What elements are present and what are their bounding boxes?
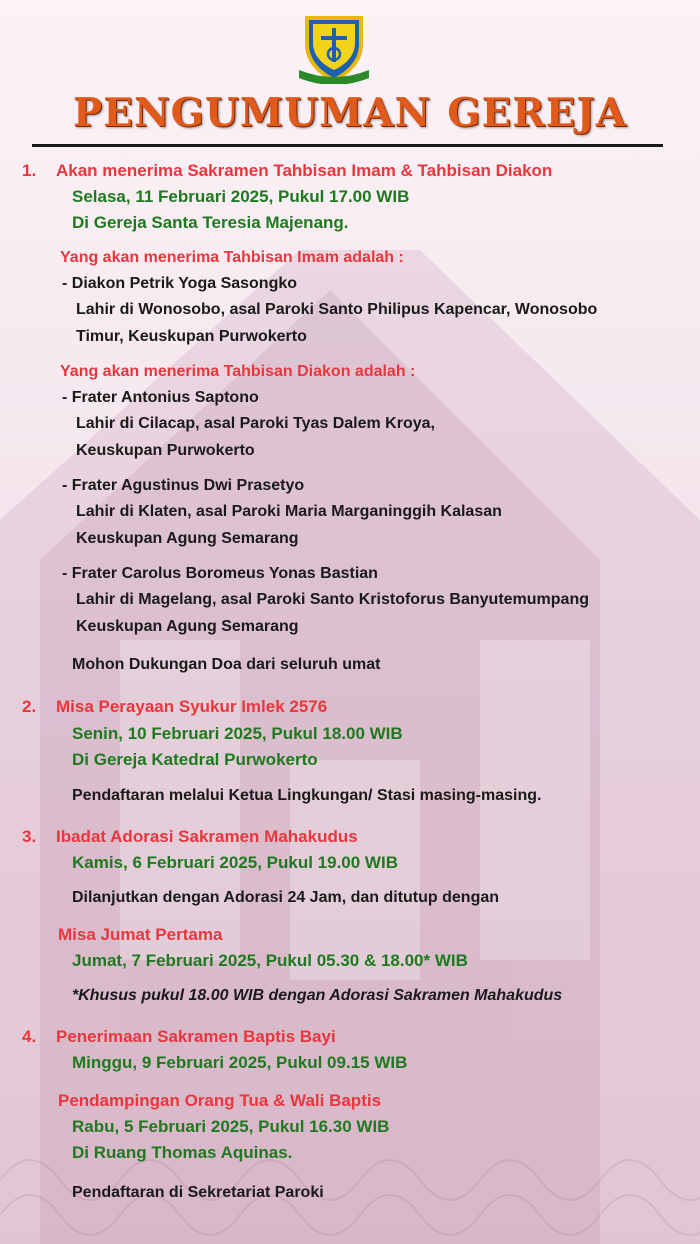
section-2-date: Senin, 10 Februari 2025, Pukul 18.00 WIB <box>72 724 403 743</box>
section-3-number: 3. <box>22 827 37 846</box>
section-1-number: 1. <box>22 161 37 180</box>
section-1-place: Di Gereja Santa Teresia Majenang. <box>72 213 349 232</box>
section-4-heading: Penerimaan Sakramen Baptis Bayi <box>56 1027 336 1046</box>
section-1-imam-heading: Yang akan menerima Tahbisan Imam adalah : <box>60 249 404 266</box>
section-1-imam-name: - Diakon Petrik Yoga Sasongko <box>62 275 298 292</box>
section-2-heading: Misa Perayaan Syukur Imlek 2576 <box>56 697 328 716</box>
section-2-note: Pendaftaran melalui Ketua Lingkungan/ Stasi masing-masing. <box>72 787 542 804</box>
section-1-diakon-1-name: - Frater Antonius Saptono <box>62 389 259 406</box>
section-1-diakon-1-line-1: Lahir di Cilacap, asal Paroki Tyas Dalem Kroya, <box>76 415 435 432</box>
section-4-sub-place: Di Ruang Thomas Aquinas. <box>72 1143 293 1162</box>
section-3-footnote: *Khusus pukul 18.00 WIB dengan Adorasi Sakramen Mahakudus <box>72 987 563 1004</box>
section-4-sub-heading: Pendampingan Orang Tua & Wali Baptis <box>58 1091 382 1110</box>
section-1-closing: Mohon Dukungan Doa dari seluruh umat <box>72 656 381 673</box>
section-2-place: Di Gereja Katedral Purwokerto <box>72 750 318 769</box>
section-2-number: 2. <box>22 697 37 716</box>
diocese-crest-icon <box>297 14 371 84</box>
section-1-diakon-3-line-1: Lahir di Magelang, asal Paroki Santo Kristoforus Banyutemumpang <box>76 591 589 608</box>
section-1-date: Selasa, 11 Februari 2025, Pukul 17.00 WIB <box>72 187 410 206</box>
section-3-heading: Ibadat Adorasi Sakramen Mahakudus <box>56 827 358 846</box>
section-3-note: Dilanjutkan dengan Adorasi 24 Jam, dan ditutup dengan <box>72 889 500 906</box>
section-1-diakon-2-line-2: Keuskupan Agung Semarang <box>76 530 299 547</box>
section-3-sub-date: Jumat, 7 Februari 2025, Pukul 05.30 & 18.00* WIB <box>72 951 468 970</box>
title-word-1: PENGUMUMAN <box>72 90 432 136</box>
section-3-sub-heading: Misa Jumat Pertama <box>58 925 223 944</box>
section-1-diakon-3-line-2: Keuskupan Agung Semarang <box>76 618 299 635</box>
section-1-diakon-1-line-2: Keuskupan Purwokerto <box>76 442 255 459</box>
title-word-2: GEREJA <box>447 90 628 136</box>
section-1-diakon-2-line-1: Lahir di Klaten, asal Paroki Maria Marganinggih Kalasan <box>76 503 502 520</box>
section-1-diakon-heading: Yang akan menerima Tahbisan Diakon adalah : <box>60 363 416 380</box>
section-1-imam-line-2: Timur, Keuskupan Purwokerto <box>76 328 307 345</box>
section-1-diakon-2-name: - Frater Agustinus Dwi Prasetyo <box>62 477 305 494</box>
title-divider <box>32 144 663 147</box>
section-4-number: 4. <box>22 1027 37 1046</box>
section-4-sub-date: Rabu, 5 Februari 2025, Pukul 16.30 WIB <box>72 1117 390 1136</box>
page-title <box>0 90 700 136</box>
section-1-heading: Akan menerima Sakramen Tahbisan Imam & Tahbisan Diakon <box>56 161 553 180</box>
section-4-date: Minggu, 9 Februari 2025, Pukul 09.15 WIB <box>72 1053 408 1072</box>
section-4-note: Pendaftaran di Sekretariat Paroki <box>72 1184 324 1201</box>
section-3-date: Kamis, 6 Februari 2025, Pukul 19.00 WIB <box>72 853 398 872</box>
section-1-diakon-3-name: - Frater Carolus Boromeus Yonas Bastian <box>62 565 378 582</box>
section-1-imam-line-1: Lahir di Wonosobo, asal Paroki Santo Philipus Kapencar, Wonosobo <box>76 301 598 318</box>
